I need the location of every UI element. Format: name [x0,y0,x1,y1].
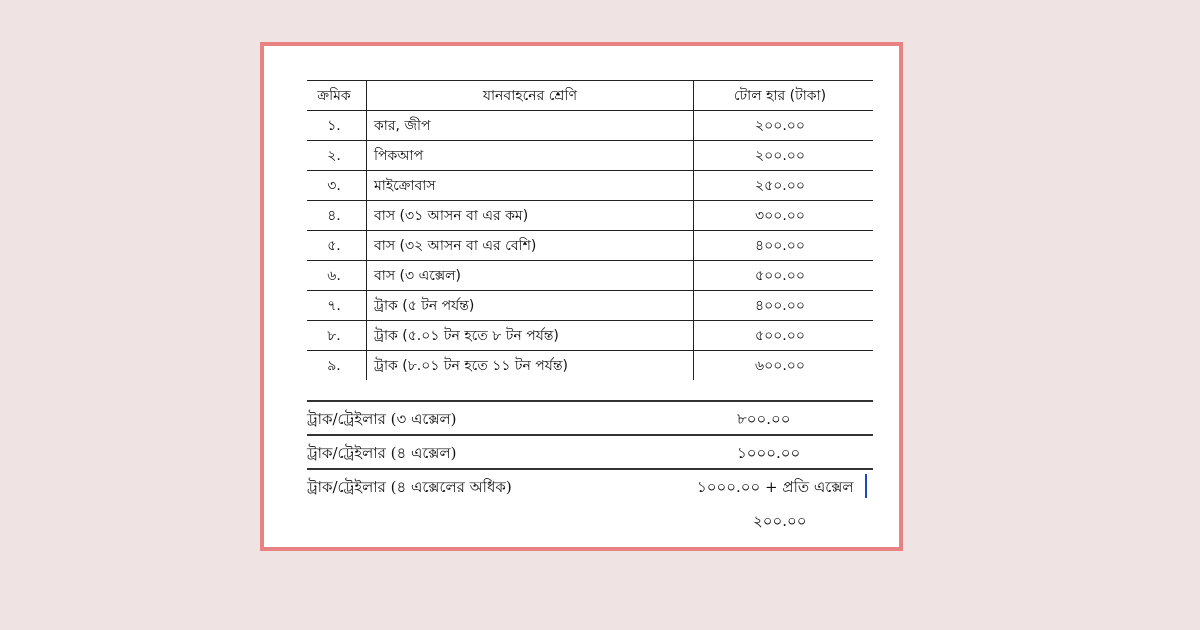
row-vehicle: পিকআপ [367,141,694,171]
row-serial: ৫. [307,231,367,261]
header-toll-rate: টোল হার (টাকা) [694,81,874,111]
row-rate: ৫০০.০০ [694,261,874,291]
row-serial: ২. [307,141,367,171]
row-serial: ৯. [307,351,367,381]
row-rate: ৪০০.০০ [694,231,874,261]
row-vehicle: মাইক্রোবাস [367,171,694,201]
header-vehicle-class: যানবাহনের শ্রেণি [367,81,694,111]
row-serial: ৩. [307,171,367,201]
table-row [307,261,873,291]
table-row [307,171,873,201]
extra-row-vehicle: ট্রাক/ট্রেইলার (৩ এক্সেল) [307,410,457,428]
table-row [307,141,873,171]
row-rate: ৫০০.০০ [694,321,874,351]
scan-edge-mark [865,474,867,498]
table-row [307,321,873,351]
extra-row-trailer-over-4-axle [307,468,873,536]
extra-row-vehicle: ট্রাক/ট্রেইলার (৪ এক্সেল) [307,444,457,462]
table-row [307,231,873,261]
row-vehicle: ট্রাক (৮.০১ টন হতে ১১ টন পর্যন্ত) [367,351,694,381]
row-vehicle: ট্রাক (৫ টন পর্যন্ত) [367,291,694,321]
row-rate: ৬০০.০০ [755,357,805,374]
row-serial: ৬. [307,261,367,291]
header-serial: ক্রমিক [307,81,367,111]
row-vehicle: বাস (৩ এক্সেল) [367,261,694,291]
extra-row-trailer-4-axle [307,434,873,468]
extra-row-rate-continued: ২০০.০০ [753,512,807,530]
row-vehicle: ট্রাক (৫.০১ টন হতে ৮ টন পর্যন্ত) [367,321,694,351]
extra-row-rate: ৮০০.০০ [737,410,791,428]
row-rate: ২৫০.০০ [694,171,874,201]
table-header-row [307,81,873,111]
extra-row-rate: ১০০০.০০ [737,444,801,462]
toll-rate-table [307,80,873,380]
table-row [307,291,873,321]
row-serial: ৪. [307,201,367,231]
toll-rate-card [260,42,903,551]
row-vehicle: বাস (৩২ আসন বা এর বেশি) [367,231,694,261]
row-serial: ৭. [307,291,367,321]
row-vehicle: বাস (৩১ আসন বা এর কম) [367,201,694,231]
table-row [307,111,873,141]
extra-row-rate: ১০০০.০০ + প্রতি এক্সেল [697,478,854,496]
row-vehicle: কার, জীপ [367,111,694,141]
extra-row-vehicle: ট্রাক/ট্রেইলার (৪ এক্সেলের অধিক) [307,478,512,496]
row-rate: ২০০.০০ [694,111,874,141]
table-row [307,201,873,231]
row-serial: ১. [307,111,367,141]
row-rate: ৪০০.০০ [694,291,874,321]
table-row [307,351,873,381]
row-rate: ২০০.০০ [694,141,874,171]
extra-row-trailer-3-axle [307,400,873,434]
row-rate: ৩০০.০০ [694,201,874,231]
row-serial: ৮. [307,321,367,351]
